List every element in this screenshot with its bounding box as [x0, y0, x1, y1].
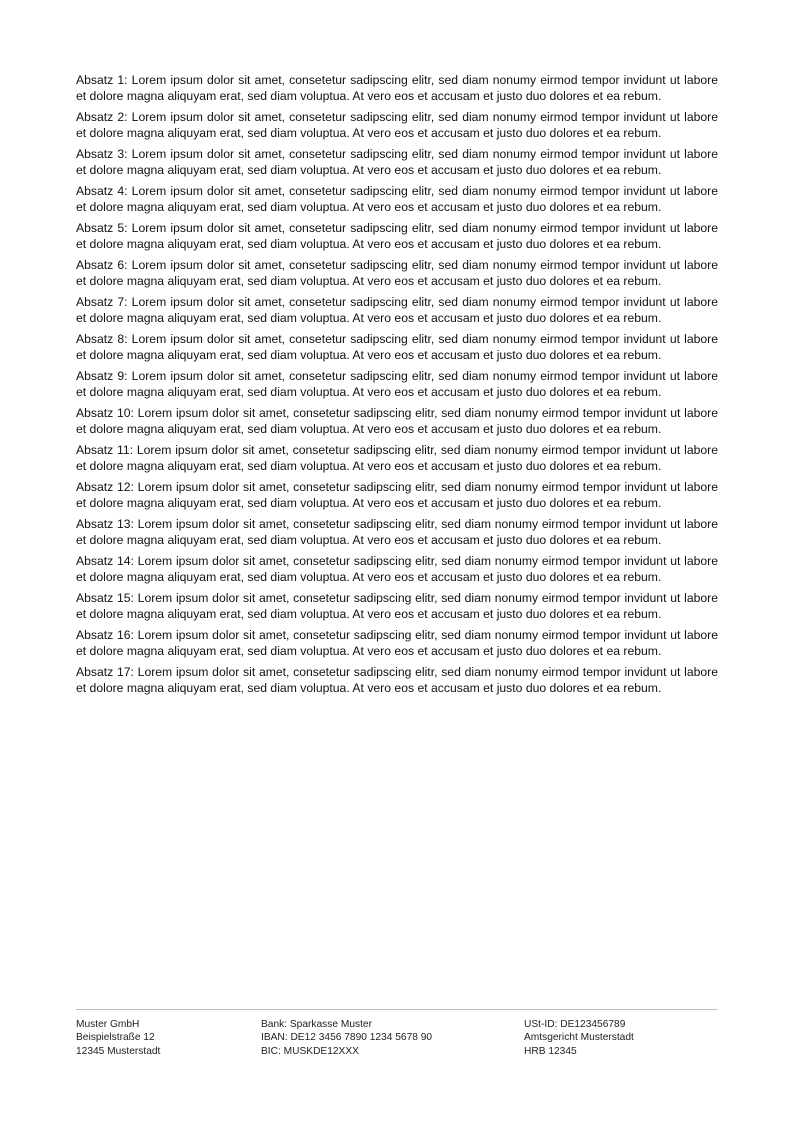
paragraph-4: Absatz 4: Lorem ipsum dolor sit amet, consetetur sadipscing elitr, sed diam nonumy eirmod tempor invidunt ut labore et dolore magna aliquyam erat, sed diam voluptua. At vero eos et accusam et justo duo dolores et ea rebum. [76, 184, 718, 214]
paragraph-12: Absatz 12: Lorem ipsum dolor sit amet, consetetur sadipscing elitr, sed diam nonumy eirmod tempor invidunt ut labore et dolore magna aliquyam erat, sed diam voluptua. At vero eos et accusam et justo duo dolores et ea rebum. [76, 480, 718, 510]
paragraph-11: Absatz 11: Lorem ipsum dolor sit amet, consetetur sadipscing elitr, sed diam nonumy eirmod tempor invidunt ut labore et dolore magna aliquyam erat, sed diam voluptua. At vero eos et accusam et justo duo dolores et ea rebum. [76, 443, 718, 473]
paragraph-16: Absatz 16: Lorem ipsum dolor sit amet, consetetur sadipscing elitr, sed diam nonumy eirmod tempor invidunt ut labore et dolore magna aliquyam erat, sed diam voluptua. At vero eos et accusam et justo duo dolores et ea rebum. [76, 628, 718, 658]
paragraph-8: Absatz 8: Lorem ipsum dolor sit amet, consetetur sadipscing elitr, sed diam nonumy eirmod tempor invidunt ut labore et dolore magna aliquyam erat, sed diam voluptua. At vero eos et accusam et justo duo dolores et ea rebum. [76, 332, 718, 362]
footer-bank-name: Bank: Sparkasse Muster [261, 1019, 372, 1030]
paragraph-2: Absatz 2: Lorem ipsum dolor sit amet, consetetur sadipscing elitr, sed diam nonumy eirmod tempor invidunt ut labore et dolore magna aliquyam erat, sed diam voluptua. At vero eos et accusam et justo duo dolores et ea rebum. [76, 110, 718, 140]
footer-court: Amtsgericht Musterstadt [524, 1032, 634, 1044]
paragraph-9: Absatz 9: Lorem ipsum dolor sit amet, consetetur sadipscing elitr, sed diam nonumy eirmod tempor invidunt ut labore et dolore magna aliquyam erat, sed diam voluptua. At vero eos et accusam et justo duo dolores et ea rebum. [76, 369, 718, 399]
footer-company-street: Beispielstraße 12 [76, 1032, 155, 1044]
paragraph-5: Absatz 5: Lorem ipsum dolor sit amet, consetetur sadipscing elitr, sed diam nonumy eirmod tempor invidunt ut labore et dolore magna aliquyam erat, sed diam voluptua. At vero eos et accusam et justo duo dolores et ea rebum. [76, 221, 718, 251]
paragraph-7: Absatz 7: Lorem ipsum dolor sit amet, consetetur sadipscing elitr, sed diam nonumy eirmod tempor invidunt ut labore et dolore magna aliquyam erat, sed diam voluptua. At vero eos et accusam et justo duo dolores et ea rebum. [76, 295, 718, 325]
footer-vat-id: USt-ID: DE123456789 [524, 1019, 626, 1030]
paragraph-14: Absatz 14: Lorem ipsum dolor sit amet, consetetur sadipscing elitr, sed diam nonumy eirmod tempor invidunt ut labore et dolore magna aliquyam erat, sed diam voluptua. At vero eos et accusam et justo duo dolores et ea rebum. [76, 554, 718, 584]
footer-legal [524, 1018, 718, 1058]
paragraph-13: Absatz 13: Lorem ipsum dolor sit amet, consetetur sadipscing elitr, sed diam nonumy eirmod tempor invidunt ut labore et dolore magna aliquyam erat, sed diam voluptua. At vero eos et accusam et justo duo dolores et ea rebum. [76, 517, 718, 547]
page-footer [76, 1009, 718, 1058]
paragraph-3: Absatz 3: Lorem ipsum dolor sit amet, consetetur sadipscing elitr, sed diam nonumy eirmod tempor invidunt ut labore et dolore magna aliquyam erat, sed diam voluptua. At vero eos et accusam et justo duo dolores et ea rebum. [76, 147, 718, 177]
footer-company [76, 1018, 261, 1058]
paragraph-6: Absatz 6: Lorem ipsum dolor sit amet, consetetur sadipscing elitr, sed diam nonumy eirmod tempor invidunt ut labore et dolore magna aliquyam erat, sed diam voluptua. At vero eos et accusam et justo duo dolores et ea rebum. [76, 258, 718, 288]
paragraph-1: Absatz 1: Lorem ipsum dolor sit amet, consetetur sadipscing elitr, sed diam nonumy eirmod tempor invidunt ut labore et dolore magna aliquyam erat, sed diam voluptua. At vero eos et accusam et justo duo dolores et ea rebum. [76, 73, 718, 103]
paragraph-10: Absatz 10: Lorem ipsum dolor sit amet, consetetur sadipscing elitr, sed diam nonumy eirmod tempor invidunt ut labore et dolore magna aliquyam erat, sed diam voluptua. At vero eos et accusam et justo duo dolores et ea rebum. [76, 406, 718, 436]
footer-company-city: 12345 Musterstadt [76, 1045, 161, 1057]
footer-bank-iban: IBAN: DE12 3456 7890 1234 5678 90 [261, 1032, 433, 1044]
footer-register: HRB 12345 [524, 1045, 577, 1057]
footer-bank-bic: BIC: MUSKDE12XXX [261, 1045, 359, 1057]
paragraph-15: Absatz 15: Lorem ipsum dolor sit amet, consetetur sadipscing elitr, sed diam nonumy eirmod tempor invidunt ut labore et dolore magna aliquyam erat, sed diam voluptua. At vero eos et accusam et justo duo dolores et ea rebum. [76, 591, 718, 621]
footer-company-name: Muster GmbH [76, 1019, 140, 1030]
document-body [76, 72, 718, 701]
paragraph-17: Absatz 17: Lorem ipsum dolor sit amet, consetetur sadipscing elitr, sed diam nonumy eirmod tempor invidunt ut labore et dolore magna aliquyam erat, sed diam voluptua. At vero eos et accusam et justo duo dolores et ea rebum. [76, 665, 718, 695]
footer-bank [261, 1018, 524, 1058]
